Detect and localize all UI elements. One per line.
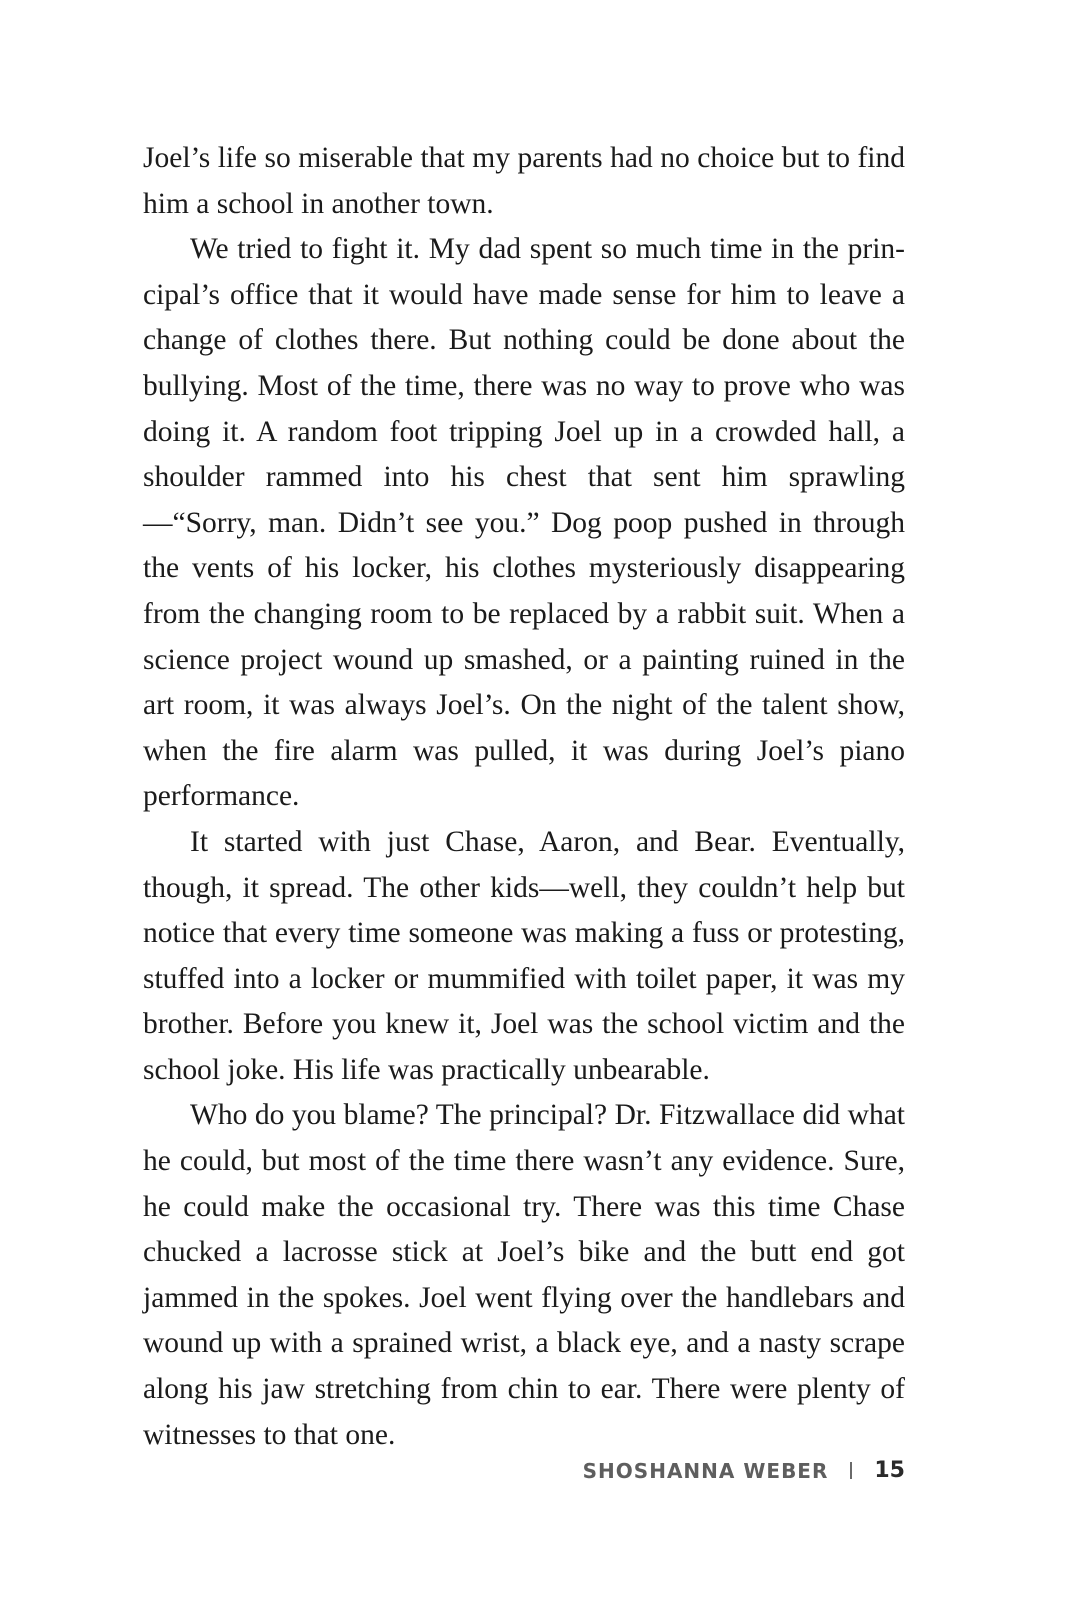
paragraph-3: It started with just Chase, Aaron, and Bear. Eventually, though, it spread. The other kids—well, they couldn’t help but notice that every time someone was making a fuss or protesting, stuffed into a locker or mummified with toilet paper, it was my brother. Before you knew it, Joel was the school victim and the school joke. His life was practically unbearable.: [143, 825, 905, 1086]
paragraph-1: Joel’s life so miserable that my parents had no choice but to find him a school in another town.: [143, 142, 905, 220]
page-number: 15: [874, 1458, 905, 1483]
page-footer: [583, 1458, 905, 1483]
paragraph-2: We tried to fight it. My dad spent so much time in the principal’s office that it would have made sense for him to leave a change of clothes there. But nothing could be done about the bullying. Most of the time, there was no way to prove who was doing it. A random foot tripping Joel up in a crowded hall, a shoulder rammed into his chest that sent him sprawling—“Sorry, man. Didn’t see you.” Dog poop pushed in through the vents of his locker, his clothes mysteriously disappearing from the changing room to be replaced by a rabbit suit. When a science project wound up smashed, or a painting ruined in the art room, it was always Joel’s. On the night of the talent show, when the fire alarm was pulled, it was during Joel’s piano performance.: [143, 233, 905, 813]
page-body-text: [143, 136, 905, 1458]
paragraph-4: Who do you blame? The principal? Dr. Fitzwallace did what he could, but most of the time there wasn’t any evidence. Sure, he could make the occasional try. There was this time Chase chucked a lacrosse stick at Joel’s bike and the butt end got jammed in the spokes. Joel went flying over the handlebars and wound up with a sprained wrist, a black eye, and a nasty scrape along his jaw stretching from chin to ear. There were plenty of witnesses to that one.: [143, 1099, 905, 1451]
footer-divider: [850, 1462, 852, 1479]
running-footer-author: SHOSHANNA WEBER: [582, 1458, 829, 1483]
